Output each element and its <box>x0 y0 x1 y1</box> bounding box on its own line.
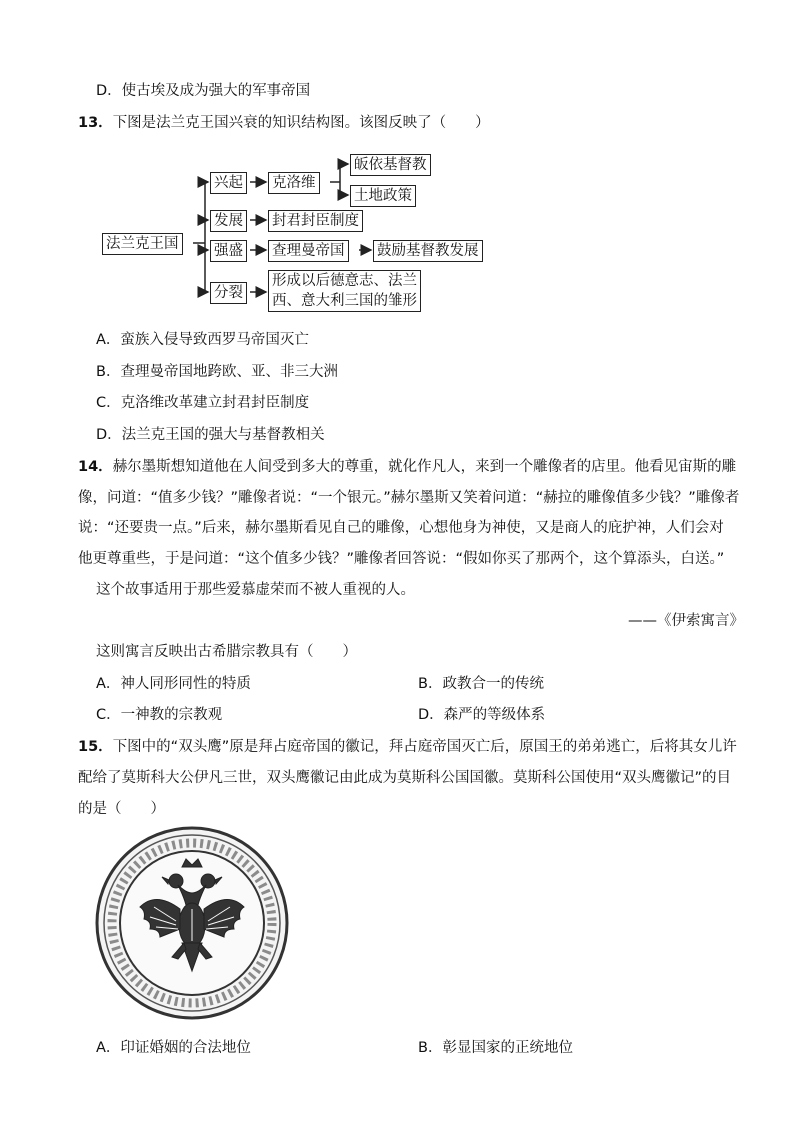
q13-option-a: A．蛮族入侵导致西罗马帝国灭亡 <box>96 332 309 348</box>
diagram-encourage-christianity: 鼓励基督教发展 <box>373 240 483 262</box>
q14-line3: 说：“还要贵一点。”后来，赫尔墨斯看见自己的雕像，心想他身为神使，又是商人的庇护神，人们会对 <box>78 520 724 536</box>
q15-line1 <box>78 737 737 757</box>
q14-number: 14． <box>78 459 113 475</box>
q14-line1 <box>78 457 736 477</box>
q13-number: 13． <box>78 115 113 131</box>
diagram-clovis: 克洛维 <box>268 172 320 194</box>
diagram-stage-development: 发展 <box>210 210 247 232</box>
q14-line4: 他更尊重些，于是问道：“这个值多少钱？”雕像者回答说：“假如你买了那两个，这个算添头，白送。” <box>78 551 725 567</box>
double-headed-eagle-seal-image <box>94 825 290 1021</box>
q15-option-b: B．彰显国家的正统地位 <box>418 1040 573 1056</box>
q13-stem-text: 下图是法兰克王国兴衰的知识结构图。该图反映了（ ） <box>112 115 490 131</box>
diagram-stage-split: 分裂 <box>210 282 247 304</box>
diagram-stage-prosperity: 强盛 <box>210 240 247 262</box>
q14-option-a: A．神人同形同性的特质 <box>96 676 251 692</box>
frank-kingdom-diagram <box>100 150 500 320</box>
diagram-split-result <box>268 270 421 312</box>
q15-line1-text: 下图中的“双头鹰”原是拜占庭帝国的徽记，拜占庭帝国灭亡后，原国王的弟弟逃亡，后将其女儿许 <box>112 739 737 755</box>
q12-option-d: D．使古埃及成为强大的军事帝国 <box>96 83 311 99</box>
q15-line3: 的是（ ） <box>78 801 165 817</box>
diagram-root-box: 法兰克王国 <box>102 233 183 255</box>
q15-number: 15． <box>78 739 113 755</box>
q14-option-b: B．政教合一的传统 <box>418 676 544 692</box>
diagram-fief-system: 封君封臣制度 <box>268 210 363 232</box>
q13-option-d: D．法兰克王国的强大与基督教相关 <box>96 427 325 443</box>
q13-option-b: B．查理曼帝国地跨欧、亚、非三大洲 <box>96 364 338 380</box>
q15-line2: 配给了莫斯科大公伊凡三世，双头鹰徽记由此成为莫斯科公国国徽。莫斯科公国使用“双头鹰徽记”的目 <box>78 770 732 786</box>
diagram-convert-christianity: 皈依基督教 <box>350 154 431 176</box>
q14-line5: 这个故事适用于那些爱慕虚荣而不被人重视的人。 <box>96 582 415 598</box>
q14-line2: 像，问道：“值多少钱？”雕像者说：“一个银元。”赫尔墨斯又笑着问道：“赫拉的雕像值多少钱？”雕像者 <box>78 490 740 506</box>
diagram-split-line1: 形成以后德意志、法兰 <box>272 273 417 289</box>
diagram-stage-rise: 兴起 <box>210 172 247 194</box>
q14-stem: 这则寓言反映出古希腊宗教具有（ ） <box>96 644 357 660</box>
diagram-land-policy: 土地政策 <box>350 185 416 207</box>
q13-option-c: C．克洛维改革建立封君封臣制度 <box>96 395 310 411</box>
q15-option-a: A．印证婚姻的合法地位 <box>96 1040 251 1056</box>
diagram-split-line2: 西、意大利三国的雏形 <box>272 293 417 309</box>
q14-line1-text: 赫尔墨斯想知道他在人间受到多大的尊重，就化作凡人，来到一个雕像者的店里。他看见宙斯的雕 <box>112 459 737 475</box>
diagram-charlemagne: 查理曼帝国 <box>268 240 349 262</box>
q14-option-c: C．一神教的宗教观 <box>96 707 223 723</box>
q13-stem <box>78 113 490 133</box>
q14-option-d: D．森严的等级体系 <box>418 707 546 723</box>
q14-source: ——《伊索寓言》 <box>628 613 744 629</box>
